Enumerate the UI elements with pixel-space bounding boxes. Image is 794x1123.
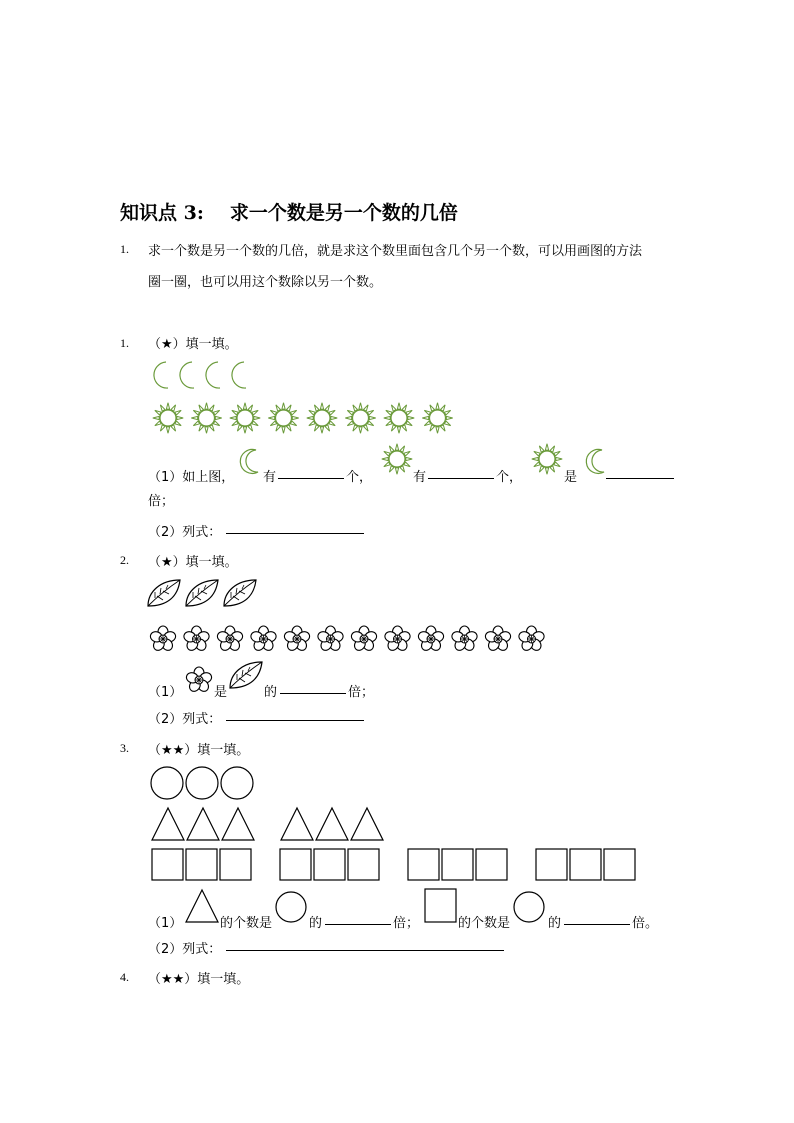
leaf-icon <box>228 660 266 692</box>
q4-number: 4. <box>120 970 129 984</box>
flower-icon <box>283 626 311 652</box>
q3-bei-2: 倍。 <box>632 916 659 931</box>
q1-sun-row <box>150 401 460 435</box>
square-icon <box>314 849 345 880</box>
q3-geshushi-2: 的个数是 <box>458 916 511 931</box>
circle-icon <box>512 890 546 924</box>
circle-icon <box>274 890 308 924</box>
q1-blank-moon-count[interactable] <box>278 466 344 483</box>
moon-icon <box>580 446 608 476</box>
q3-part2: （2）列式： <box>148 942 222 957</box>
sun-icon <box>230 403 260 433</box>
square-icon <box>570 849 601 880</box>
intro-number: 1. <box>120 242 129 256</box>
sun-icon <box>153 403 183 433</box>
flower-icon <box>185 667 213 693</box>
q1-you-2: 有 <box>413 470 427 485</box>
q2-blank-times[interactable] <box>280 681 346 698</box>
square-icon <box>280 849 311 880</box>
square-icon <box>408 849 439 880</box>
square-icon <box>186 849 217 880</box>
sun-icon <box>384 403 414 433</box>
q3-square-row <box>150 848 650 882</box>
square-icon <box>536 849 567 880</box>
leaf-icon <box>148 580 180 606</box>
q2-part1-label: （1） <box>148 685 183 700</box>
sun-icon <box>268 403 298 433</box>
sun-icon <box>530 442 564 476</box>
circle-icon <box>186 767 218 799</box>
q2-number: 2. <box>120 553 129 567</box>
q1-bei-line: 倍； <box>148 494 175 509</box>
square-icon <box>424 888 458 924</box>
flower-icon <box>149 626 177 652</box>
sun-icon <box>345 403 375 433</box>
q1-number: 1. <box>120 336 129 350</box>
sun-icon <box>307 403 337 433</box>
sun-icon <box>382 444 412 474</box>
flower-icon <box>350 626 378 652</box>
triangle-icon <box>316 808 348 840</box>
q3-geshushi-1: 的个数是 <box>220 916 273 931</box>
q1-prompt: （★）填一填。 <box>148 337 238 352</box>
q3-de-1: 的 <box>309 916 323 931</box>
flower-icon <box>518 626 546 652</box>
square-icon <box>604 849 635 880</box>
flower-icon <box>417 626 445 652</box>
leaf-icon <box>224 580 256 606</box>
q2-bei: 倍； <box>348 685 375 700</box>
flower-icon <box>183 626 211 652</box>
square-icon <box>348 849 379 880</box>
q1-ge-2: 个， <box>496 470 523 485</box>
flower-icon <box>216 626 244 652</box>
q1-part2: （2）列式： <box>148 525 222 540</box>
sun-icon <box>191 403 221 433</box>
square-icon <box>442 849 473 880</box>
moon-icon <box>232 362 246 388</box>
q1-moon-row <box>146 360 256 392</box>
section-title <box>120 198 458 225</box>
q1-ge-1: 个， <box>346 470 373 485</box>
intro-line-2: 圈一圈，也可以用这个数除以另一个数。 <box>148 275 383 290</box>
q2-formula-blank[interactable] <box>226 708 364 725</box>
triangle-icon <box>184 888 220 924</box>
circle-icon <box>151 767 183 799</box>
sun-icon <box>422 403 452 433</box>
leaf-icon <box>186 580 218 606</box>
q3-bei-1: 倍； <box>393 916 420 931</box>
q4-prompt: （★★）填一填。 <box>148 972 250 987</box>
intro-line-1: 求一个数是另一个数的几倍，就是求这个数里面包含几个另一个数，可以用画图的方法 <box>148 244 643 259</box>
q2-flower-row <box>148 624 548 654</box>
square-icon <box>476 849 507 880</box>
flower-icon <box>384 626 412 652</box>
q2-prompt: （★）填一填。 <box>148 555 238 570</box>
q3-triangle-row <box>150 806 390 842</box>
q1-formula-blank[interactable] <box>226 521 364 538</box>
q3-blank-triangle-times[interactable] <box>325 912 391 929</box>
leaf-icon <box>230 662 262 688</box>
moon-icon <box>154 362 168 388</box>
circle-icon <box>221 767 253 799</box>
triangle-icon <box>281 808 313 840</box>
triangle-icon <box>187 808 219 840</box>
square-icon <box>220 849 251 880</box>
q1-you-1: 有 <box>263 470 277 485</box>
flower-icon <box>184 666 214 694</box>
q3-circle-row <box>150 764 260 802</box>
section-title-main: 求一个数是另一个数的几倍 <box>229 202 458 224</box>
q1-blank-times[interactable] <box>606 466 674 483</box>
triangle-icon <box>222 808 254 840</box>
sun-icon <box>532 444 562 474</box>
flower-icon <box>451 626 479 652</box>
q2-de: 的 <box>264 685 278 700</box>
flower-icon <box>317 626 345 652</box>
q3-de-2: 的 <box>548 916 562 931</box>
section-title-prefix: 知识点 3: <box>120 202 204 224</box>
q2-part2: （2）列式： <box>148 712 222 727</box>
square-icon <box>152 849 183 880</box>
q3-prompt: （★★）填一填。 <box>148 743 250 758</box>
q3-formula-blank[interactable] <box>226 938 504 955</box>
q2-shi: 是 <box>214 685 228 700</box>
sun-icon <box>380 442 414 476</box>
flower-icon <box>250 626 278 652</box>
triangle-icon <box>152 808 184 840</box>
moon-icon <box>206 362 220 388</box>
q1-shi: 是 <box>564 470 578 485</box>
q2-leaf-row <box>146 578 546 610</box>
q3-blank-square-times[interactable] <box>564 912 630 929</box>
moon-icon <box>234 446 262 476</box>
triangle-icon <box>351 808 383 840</box>
q3-part1-label: （1） <box>148 916 183 931</box>
q1-part1-label: （1）如上图， <box>148 470 235 485</box>
q1-blank-sun-count[interactable] <box>428 466 494 483</box>
flower-icon <box>484 626 512 652</box>
q3-number: 3. <box>120 741 129 755</box>
moon-icon <box>180 362 194 388</box>
